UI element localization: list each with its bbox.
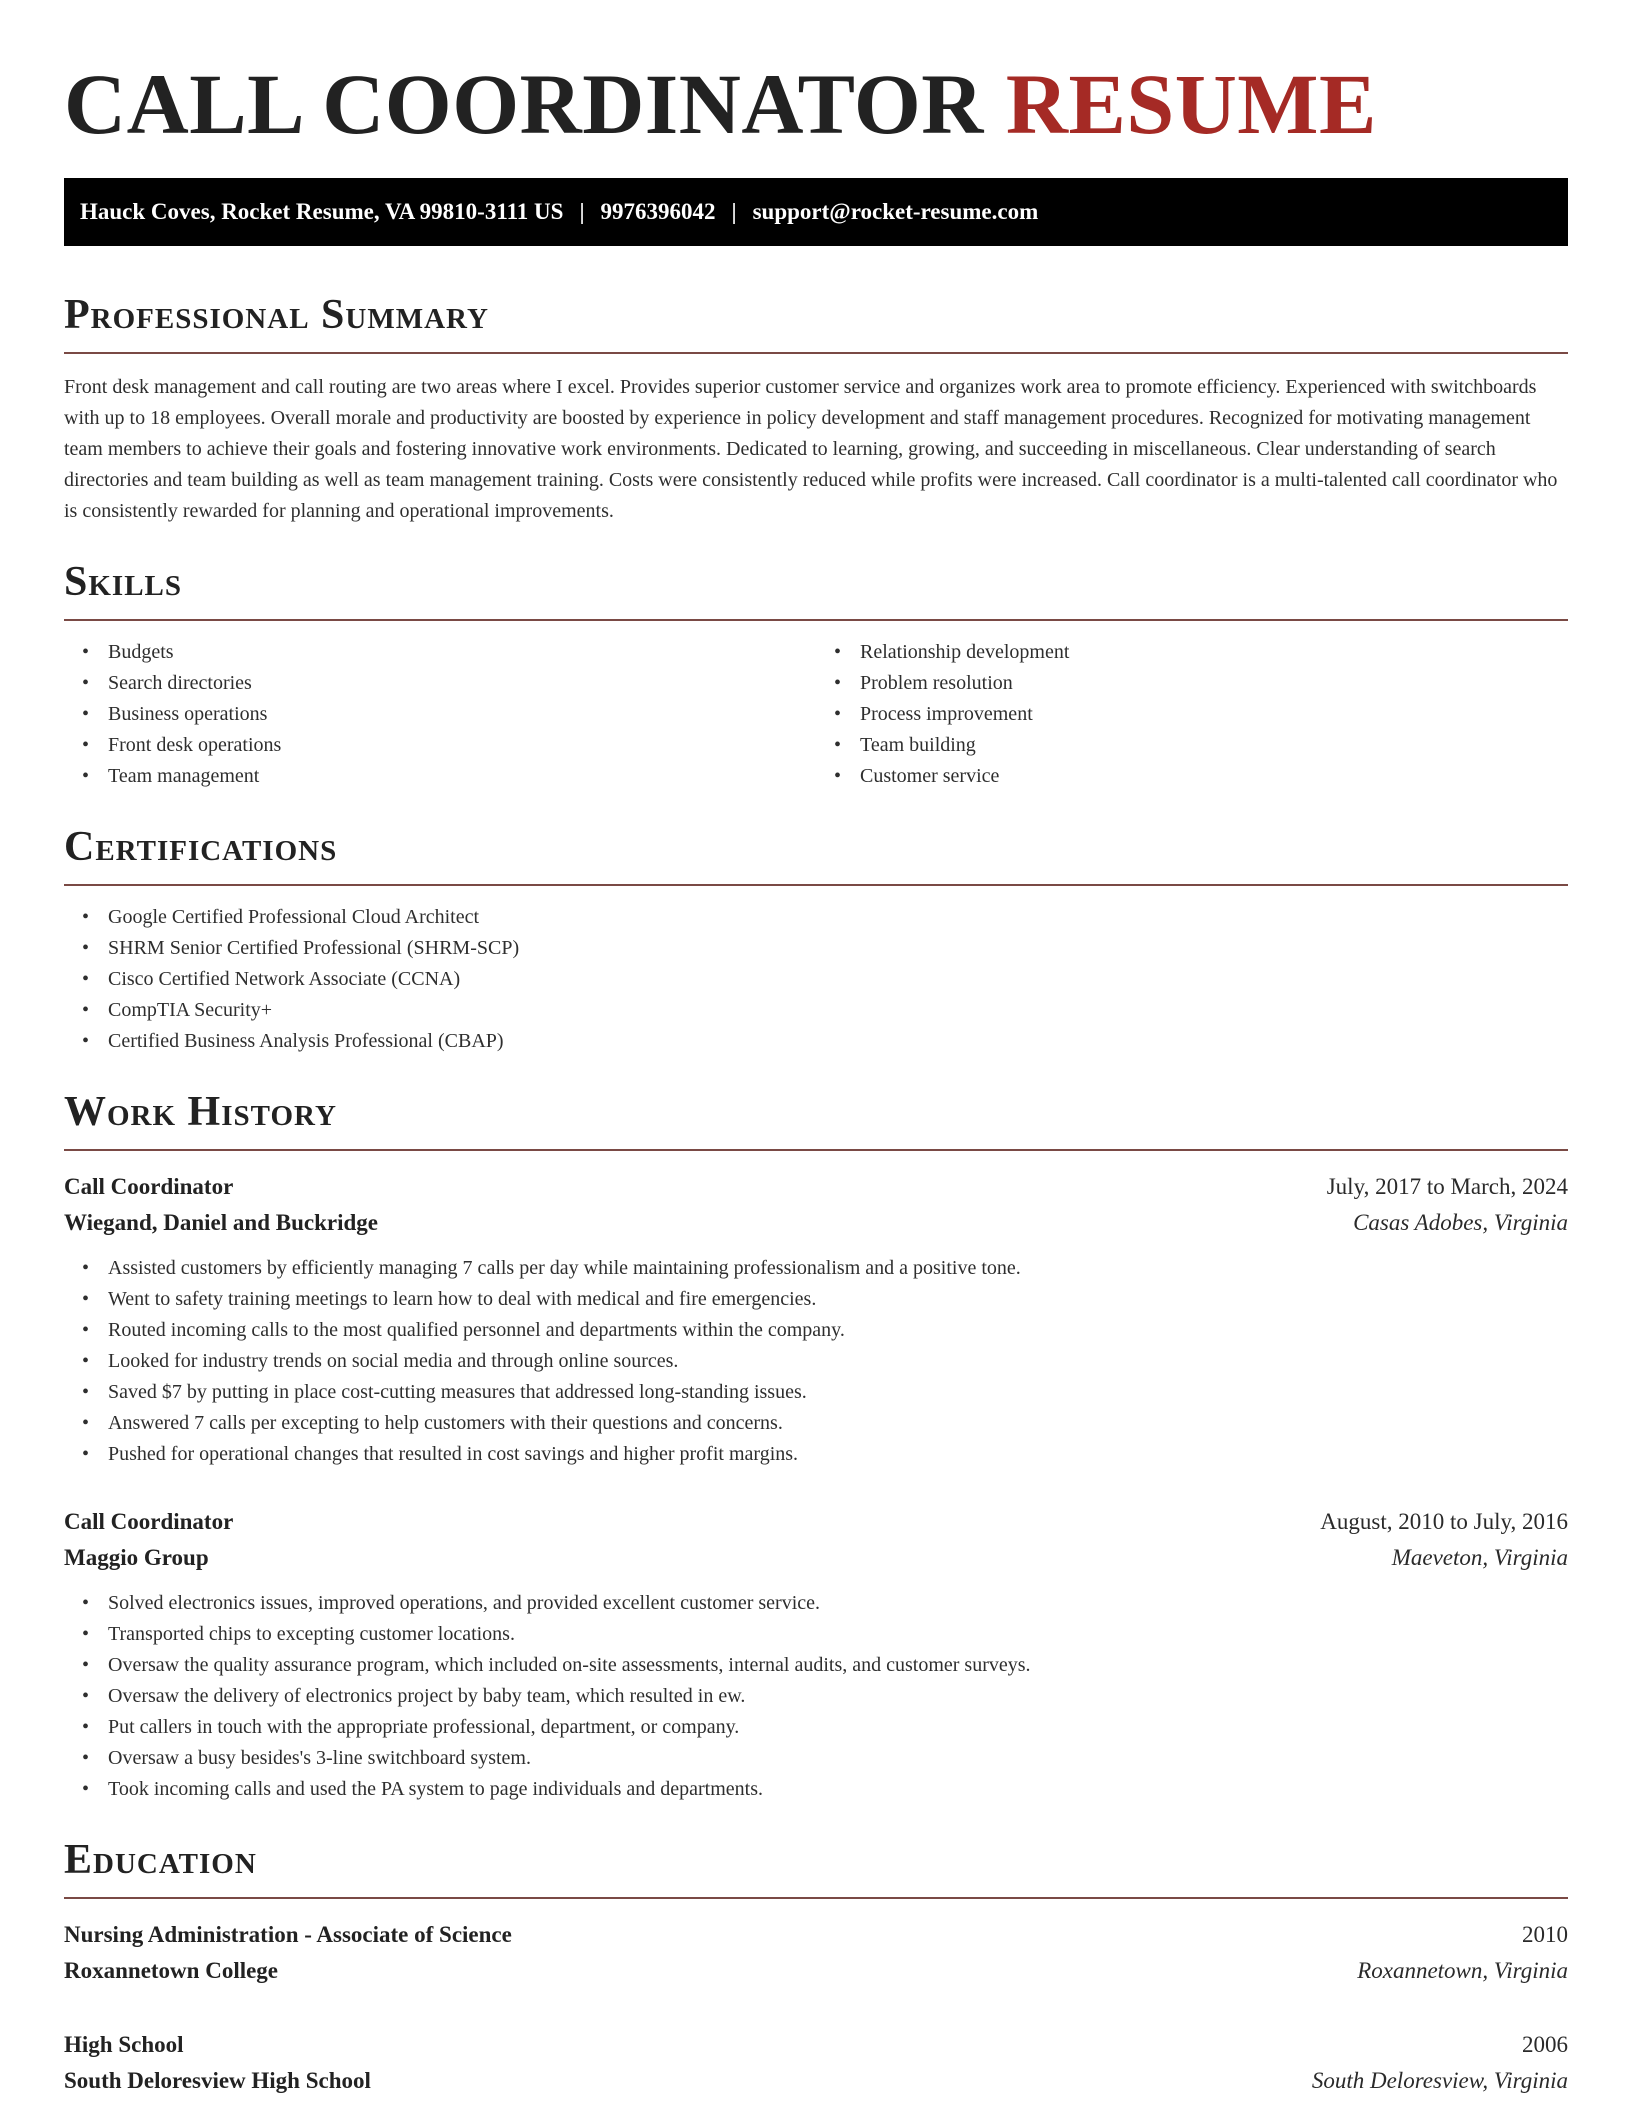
job-location: Casas Adobes, Virginia xyxy=(1353,1210,1568,1235)
list-item: • SHRM Senior Certified Professional (SHRM-SCP) xyxy=(108,933,1568,964)
page-title xyxy=(64,0,1568,152)
resume-page xyxy=(64,0,1568,2099)
section-heading: Work History xyxy=(64,1087,1568,1151)
job-title: Call Coordinator xyxy=(64,1509,234,1534)
list-item: • CompTIA Security+ xyxy=(108,995,1568,1026)
job-bullets xyxy=(64,1588,1568,1805)
list-item: • Put callers in touch with the appropriate professional, department, or company. xyxy=(108,1712,1568,1743)
list-item: • Search directories xyxy=(108,668,816,699)
contact-separator: | xyxy=(731,199,737,224)
list-item: • Answered 7 calls per excepting to help customers with their questions and concerns. xyxy=(108,1408,1568,1439)
skills-section xyxy=(64,557,1568,792)
list-item: • Routed incoming calls to the most qualified personnel and departments within the company. xyxy=(108,1315,1568,1346)
list-item: • Relationship development xyxy=(860,637,1568,668)
list-item: • Business operations xyxy=(108,699,816,730)
list-item: • Took incoming calls and used the PA system to page individuals and departments. xyxy=(108,1774,1568,1805)
list-item: • Pushed for operational changes that resulted in cost savings and higher profit margins. xyxy=(108,1439,1568,1470)
job-title-row xyxy=(64,1504,1568,1540)
education-entry xyxy=(64,1917,1568,1989)
job-title: Call Coordinator xyxy=(64,1174,234,1199)
education-entry xyxy=(64,2027,1568,2099)
contact-separator: | xyxy=(579,199,585,224)
section-heading: Certifications xyxy=(64,822,1568,886)
list-item: • Oversaw the delivery of electronics project by baby team, which resulted in ew. xyxy=(108,1681,1568,1712)
work-history-section xyxy=(64,1087,1568,1805)
education-degree: High School xyxy=(64,2032,184,2057)
list-item: • Oversaw a busy besides's 3-line switchboard system. xyxy=(108,1743,1568,1774)
job-company: Maggio Group xyxy=(64,1545,209,1570)
job-title-row xyxy=(64,1169,1568,1205)
list-item: • Transported chips to excepting customer locations. xyxy=(108,1619,1568,1650)
job-location: Maeveton, Virginia xyxy=(1391,1545,1568,1570)
education-school: South Deloresview High School xyxy=(64,2068,371,2093)
education-year: 2006 xyxy=(1522,2032,1568,2057)
list-item: • Team building xyxy=(860,730,1568,761)
list-item: • Cisco Certified Network Associate (CCNA) xyxy=(108,964,1568,995)
title-accent: RESUME xyxy=(1005,56,1377,152)
skills-list-left xyxy=(64,637,816,792)
job-company-row xyxy=(64,1540,1568,1576)
education-year: 2010 xyxy=(1522,1922,1568,1947)
list-item: • Process improvement xyxy=(860,699,1568,730)
education-school: Roxannetown College xyxy=(64,1958,279,1983)
title-main: CALL COORDINATOR xyxy=(64,56,984,152)
list-item: • Problem resolution xyxy=(860,668,1568,699)
list-item: • Went to safety training meetings to learn how to deal with medical and fire emergencies. xyxy=(108,1284,1568,1315)
skills-list-right xyxy=(816,637,1568,792)
summary-section xyxy=(64,290,1568,527)
education-school-row xyxy=(64,2063,1568,2099)
list-item: • Budgets xyxy=(108,637,816,668)
section-heading: Skills xyxy=(64,557,1568,621)
education-location: South Deloresview, Virginia xyxy=(1311,2068,1568,2093)
list-item: • Team management xyxy=(108,761,816,792)
education-degree-row xyxy=(64,1917,1568,1953)
job-dates: July, 2017 to March, 2024 xyxy=(1326,1174,1568,1199)
skills-columns xyxy=(64,621,1568,792)
job-bullets xyxy=(64,1253,1568,1470)
list-item: • Customer service xyxy=(860,761,1568,792)
list-item: • Certified Business Analysis Professional (CBAP) xyxy=(108,1026,1568,1057)
list-item: • Front desk operations xyxy=(108,730,816,761)
certifications-section xyxy=(64,822,1568,1057)
contact-address: Hauck Coves, Rocket Resume, VA 99810-3111 US xyxy=(80,199,564,224)
list-item: • Looked for industry trends on social media and through online sources. xyxy=(108,1346,1568,1377)
education-degree-row xyxy=(64,2027,1568,2063)
contact-email: support@rocket-resume.com xyxy=(752,199,1039,224)
section-heading: Professional Summary xyxy=(64,290,1568,354)
section-heading: Education xyxy=(64,1835,1568,1899)
job-company-row xyxy=(64,1205,1568,1241)
summary-text: Front desk management and call routing are two areas where I excel. Provides superior customer service and organizes work area to promote efficiency. Experienced with switchboards with up to 18 employees. Overall morale and productivity are boosted by experience in policy development and staff management procedures. Recognized for motivating management team members to achieve their goals and fostering innovative work environments. Dedicated to learning, growing, and succeeding in miscellaneous. Clear understanding of search directories and team building as well as team management training. Costs were consistently reduced while profits were increased. Call coordinator is a multi-talented call coordinator who is consistently rewarded for planning and operational improvements. xyxy=(64,376,1558,522)
education-section xyxy=(64,1835,1568,2099)
education-location: Roxannetown, Virginia xyxy=(1357,1958,1568,1983)
education-school-row xyxy=(64,1953,1568,1989)
list-item: • Solved electronics issues, improved operations, and provided excellent customer service. xyxy=(108,1588,1568,1619)
contact-phone: 9976396042 xyxy=(600,199,716,224)
job-entry xyxy=(64,1169,1568,1470)
list-item: • Saved $7 by putting in place cost-cutting measures that addressed long-standing issues. xyxy=(108,1377,1568,1408)
contact-bar xyxy=(64,178,1568,246)
list-item: • Oversaw the quality assurance program, which included on-site assessments, internal audits, and customer surveys. xyxy=(108,1650,1568,1681)
list-item: • Google Certified Professional Cloud Architect xyxy=(108,902,1568,933)
job-entry xyxy=(64,1504,1568,1805)
job-dates: August, 2010 to July, 2016 xyxy=(1320,1509,1568,1534)
education-degree: Nursing Administration - Associate of Science xyxy=(64,1922,512,1947)
list-item: • Assisted customers by efficiently managing 7 calls per day while maintaining professionalism and a positive tone. xyxy=(108,1253,1568,1284)
job-company: Wiegand, Daniel and Buckridge xyxy=(64,1210,378,1235)
certifications-list xyxy=(64,902,1568,1057)
